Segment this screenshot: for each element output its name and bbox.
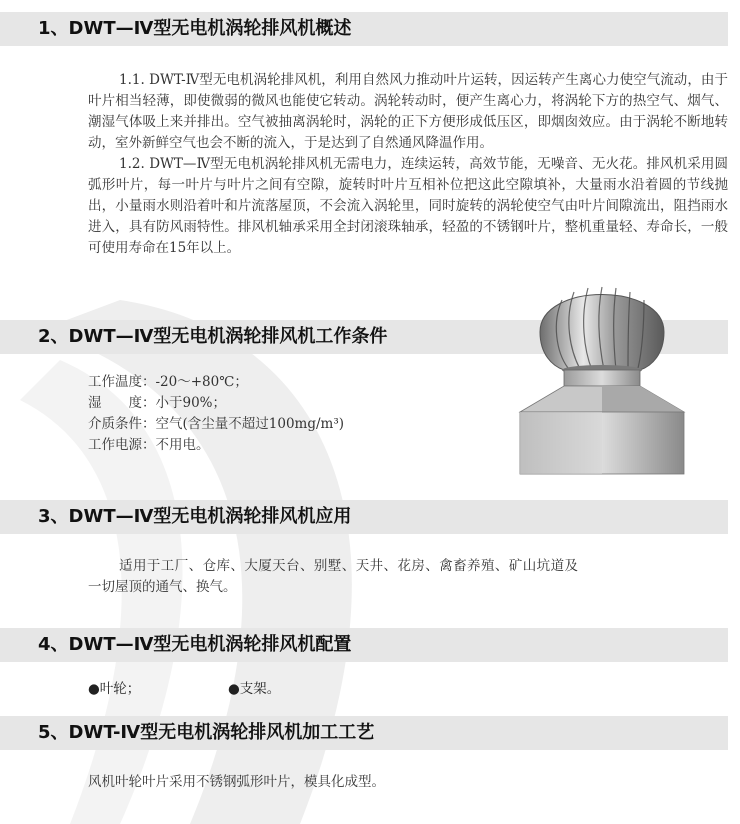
turbine-ventilator-image	[512, 262, 692, 482]
section-2-conditions	[88, 372, 344, 456]
section-3-header: 3、DWT—Ⅳ型无电机涡轮排风机应用	[0, 500, 728, 534]
section-3-paragraph-1: 适用于工厂、仓库、大厦天台、别墅、天井、花房、禽畜养殖、矿山坑道及一切屋顶的通气、换气。	[88, 558, 578, 595]
section-5-body	[88, 772, 708, 793]
condition-humidity: 湿 度：小于90%；	[88, 395, 227, 411]
bullet-bracket: ●支架。	[228, 681, 281, 697]
section-5-paragraph-1: 风机叶轮叶片采用不锈钢弧形叶片，模具化成型。	[88, 774, 385, 790]
section-1-paragraph-1: 1.1. DWT-Ⅳ型无电机涡轮排风机，利用自然风力推动叶片运转，因运转产生离心力使空气流动，由于叶片相当轻薄，即使微弱的微风也能使它转动。涡轮转动时，便产生离心力，将涡轮下方的热空气、烟气、潮湿气体吸上来并排出。空气被抽离涡轮时，涡轮的正下方便形成低压区，即烟囱效应。由于涡轮不断地转动，室外新鲜空气也会不断的流入，于是达到了自然通风降温作用。	[88, 72, 728, 151]
condition-power: 工作电源：不用电。	[88, 437, 210, 453]
section-1-body	[88, 70, 728, 259]
section-1-header: 1、DWT—Ⅳ型无电机涡轮排风机概述	[0, 12, 728, 46]
section-4-header: 4、DWT—Ⅳ型无电机涡轮排风机配置	[0, 628, 728, 662]
section-1-paragraph-2: 1.2. DWT—Ⅳ型无电机涡轮排风机无需电力，连续运转，高效节能，无噪音、无火花。排风机采用圆弧形叶片，每一叶片与叶片之间有空隙，旋转时叶片互相补位把这此空隙填补，大量雨水沿着圆的节线抛出，小量雨水则沿着叶和片流落屋顶，不会流入涡轮里，同时旋转的涡轮使空气由叶片间隙流出，阻挡雨水进入，具有防风雨特性。排风机轴承采用全封闭滚珠轴承，轻盈的不锈钢叶片，整机重量轻、寿命长，一般可使用寿命在15年以上。	[88, 156, 728, 256]
condition-medium: 介质条件：空气(含尘量不超过100mg/m³)	[88, 416, 345, 432]
section-3-body	[88, 556, 578, 598]
condition-temperature: 工作温度：-20～+80℃；	[88, 374, 248, 390]
section-2-header: 2、DWT—Ⅳ型无电机涡轮排风机工作条件	[0, 320, 728, 354]
section-5-header: 5、DWT-Ⅳ型无电机涡轮排风机加工工艺	[0, 716, 728, 750]
bullet-impeller: ●叶轮；	[88, 681, 141, 697]
